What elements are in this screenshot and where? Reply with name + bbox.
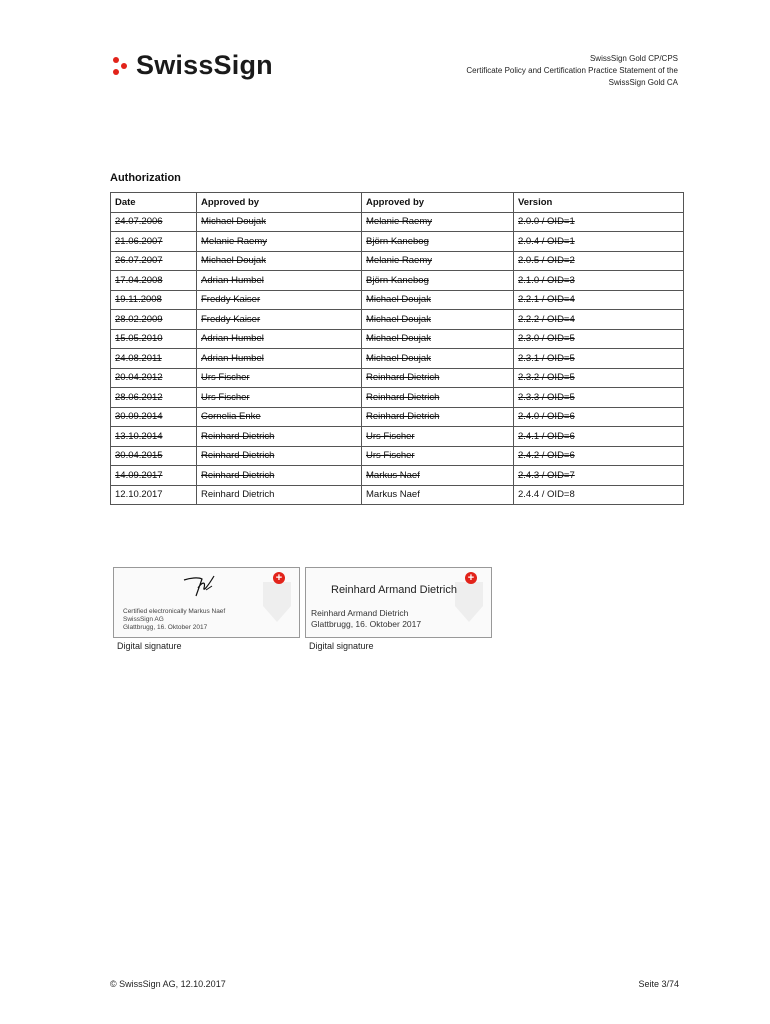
swiss-shield-icon xyxy=(263,582,291,622)
cell-date: 21.06.2007 xyxy=(111,232,197,252)
cell-version: 2.4.4 / OID=8 xyxy=(514,485,684,505)
cell-approver-2: Michael Doujak xyxy=(362,329,514,349)
cell-approver-1: Melanie Raemy xyxy=(197,232,362,252)
column-header-version: Version xyxy=(514,193,684,213)
cell-date: 15.05.2010 xyxy=(111,329,197,349)
cell-version: 2.2.2 / OID=4 xyxy=(514,310,684,330)
cell-approver-1: Adrian Humbel xyxy=(197,271,362,291)
cell-date: 24.08.2011 xyxy=(111,349,197,369)
cell-version: 2.0.4 / OID=1 xyxy=(514,232,684,252)
table-row xyxy=(111,212,684,232)
cell-approver-2: Michael Doujak xyxy=(362,310,514,330)
table-row xyxy=(111,446,684,466)
swiss-cross-icon: + xyxy=(465,572,477,584)
table-row xyxy=(111,388,684,408)
table-row xyxy=(111,407,684,427)
cell-approver-2: Reinhard Dietrich xyxy=(362,407,514,427)
cell-approver-2: Markus Naef xyxy=(362,466,514,486)
cell-version: 2.2.1 / OID=4 xyxy=(514,290,684,310)
cell-version: 2.0.5 / OID=2 xyxy=(514,251,684,271)
cell-approver-1: Freddy Kaiser xyxy=(197,310,362,330)
cell-approver-2: Michael Doujak xyxy=(362,349,514,369)
cell-date: 19.11.2008 xyxy=(111,290,197,310)
swiss-shield-icon xyxy=(455,582,483,622)
cell-approver-1: Adrian Humbel xyxy=(197,329,362,349)
cell-approver-1: Reinhard Dietrich xyxy=(197,446,362,466)
cell-version: 2.4.0 / OID=6 xyxy=(514,407,684,427)
cell-date: 24.07.2006 xyxy=(111,212,197,232)
section-title: Authorization xyxy=(110,172,181,184)
cell-date: 14.09.2017 xyxy=(111,466,197,486)
table-row xyxy=(111,232,684,252)
cell-approver-1: Urs Fischer xyxy=(197,368,362,388)
cell-version: 2.0.0 / OID=1 xyxy=(514,212,684,232)
cell-version: 2.3.0 / OID=5 xyxy=(514,329,684,349)
cell-version: 2.4.1 / OID=6 xyxy=(514,427,684,447)
cell-date: 20.04.2012 xyxy=(111,368,197,388)
swisssign-logo xyxy=(110,50,273,81)
cell-approver-2: Michael Doujak xyxy=(362,290,514,310)
cell-approver-1: Michael Doujak xyxy=(197,212,362,232)
header-line-3: SwissSign Gold CA xyxy=(608,78,678,87)
cell-approver-1: Cornelia Enke xyxy=(197,407,362,427)
table-row xyxy=(111,466,684,486)
table-row xyxy=(111,368,684,388)
signature-1-line-1: Certified electronically Markus Naef xyxy=(123,608,226,615)
cell-date: 26.07.2007 xyxy=(111,251,197,271)
cell-approver-1: Reinhard Dietrich xyxy=(197,485,362,505)
signature-2-caption: Digital signature xyxy=(309,641,374,651)
cell-approver-2: Reinhard Dietrich xyxy=(362,368,514,388)
cell-approver-1: Adrian Humbel xyxy=(197,349,362,369)
cell-approver-2: Reinhard Dietrich xyxy=(362,388,514,408)
cell-approver-1: Freddy Kaiser xyxy=(197,290,362,310)
cell-approver-1: Reinhard Dietrich xyxy=(197,466,362,486)
cell-date: 13.10.2014 xyxy=(111,427,197,447)
cell-date: 30.04.2015 xyxy=(111,446,197,466)
table-row xyxy=(111,251,684,271)
cell-approver-2: Urs Fischer xyxy=(362,427,514,447)
digital-signature-1 xyxy=(113,567,300,638)
header-line-2: Certificate Policy and Certification Practice Statement of the xyxy=(466,66,678,75)
cell-version: 2.3.1 / OID=5 xyxy=(514,349,684,369)
digital-signature-2 xyxy=(305,567,492,638)
footer-page-number: Seite 3/74 xyxy=(638,979,679,989)
cell-date: 28.06.2012 xyxy=(111,388,197,408)
authorization-table xyxy=(110,192,684,505)
cell-approver-1: Urs Fischer xyxy=(197,388,362,408)
cell-approver-2: Markus Naef xyxy=(362,485,514,505)
cell-approver-2: Björn Kanebog xyxy=(362,232,514,252)
cell-approver-2: Urs Fischer xyxy=(362,446,514,466)
column-header-date: Date xyxy=(111,193,197,213)
cell-approver-2: Melanie Raemy xyxy=(362,212,514,232)
header-line-1: SwissSign Gold CP/CPS xyxy=(589,54,678,63)
handwritten-signature-icon xyxy=(176,572,236,606)
signature-1-caption: Digital signature xyxy=(117,641,182,651)
table-row xyxy=(111,290,684,310)
signature-1-line-2: SwissSign AG xyxy=(123,616,164,623)
cell-date: 30.09.2014 xyxy=(111,407,197,427)
document-header xyxy=(466,53,678,89)
cell-version: 2.1.0 / OID=3 xyxy=(514,271,684,291)
signature-1-line-3: Glattbrugg, 16. Oktober 2017 xyxy=(123,624,208,631)
cell-version: 2.3.3 / OID=5 xyxy=(514,388,684,408)
signature-2-name: Reinhard Armand Dietrich xyxy=(331,584,457,596)
cell-approver-2: Melanie Raemy xyxy=(362,251,514,271)
cell-version: 2.3.2 / OID=5 xyxy=(514,368,684,388)
signature-2-line-1: Reinhard Armand Dietrich xyxy=(311,608,409,618)
table-row xyxy=(111,310,684,330)
cell-version: 2.4.2 / OID=6 xyxy=(514,446,684,466)
cell-date: 17.04.2008 xyxy=(111,271,197,291)
signature-2-line-2: Glattbrugg, 16. Oktober 2017 xyxy=(311,619,422,629)
cell-approver-1: Michael Doujak xyxy=(197,251,362,271)
table-row xyxy=(111,329,684,349)
cell-version: 2.4.3 / OID=7 xyxy=(514,466,684,486)
cell-date: 28.02.2009 xyxy=(111,310,197,330)
cell-approver-2: Björn Kanebog xyxy=(362,271,514,291)
footer-copyright: © SwissSign AG, 12.10.2017 xyxy=(110,979,226,989)
column-header-approved-by-1: Approved by xyxy=(197,193,362,213)
table-row xyxy=(111,271,684,291)
table-header-row xyxy=(111,193,684,213)
table-body xyxy=(111,212,684,505)
logo-dots-icon xyxy=(110,51,130,81)
logo-text: SwissSign xyxy=(136,50,273,80)
table-row xyxy=(111,427,684,447)
table-row xyxy=(111,349,684,369)
column-header-approved-by-2: Approved by xyxy=(362,193,514,213)
swiss-cross-icon: + xyxy=(273,572,285,584)
cell-date: 12.10.2017 xyxy=(111,485,197,505)
cell-approver-1: Reinhard Dietrich xyxy=(197,427,362,447)
table-row xyxy=(111,485,684,505)
